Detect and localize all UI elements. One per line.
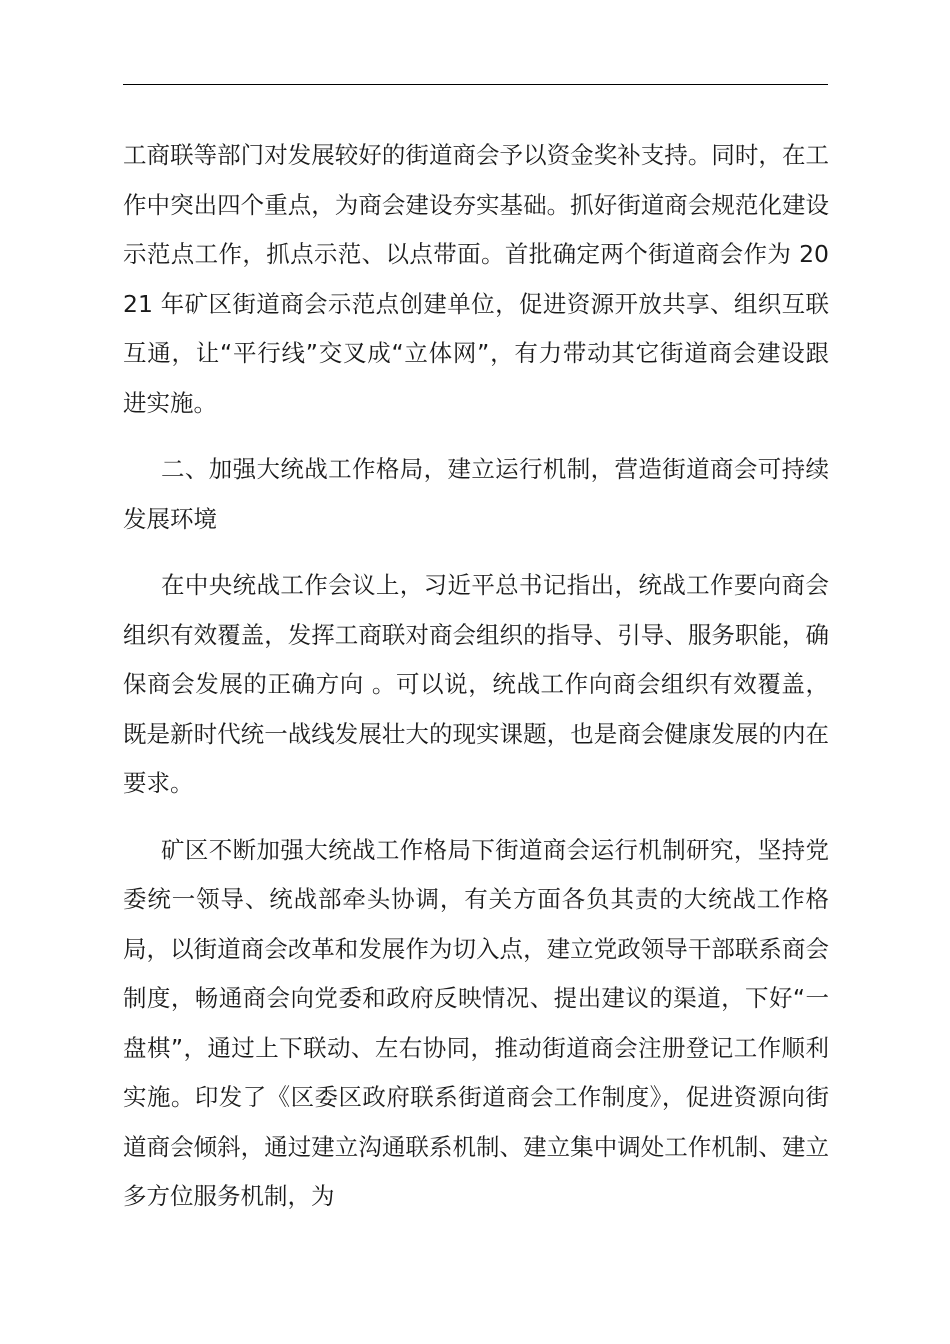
header-rule (123, 84, 828, 85)
paragraph-central-conference: 在中央统战工作会议上，习近平总书记指出，统战工作要向商会组织有效覆盖，发挥工商联对商会组织的指导、引导、服务职能，确保商会发展的正确方向 。可以说，统战工作向商会组织有效覆盖，既是新时代统一战线发展壮大的现实课题，也是商会健康发展的内在要求。 (123, 571, 829, 797)
section-heading-two: 二、加强大统战工作格局，建立运行机制，营造街道商会可持续发展环境 (123, 455, 829, 533)
paragraph-mechanism-research: 矿区不断加强大统战工作格局下街道商会运行机制研究，坚持党委统一领导、统战部牵头协调，有关方面各负其责的大统战工作格局，以街道商会改革和发展作为切入点，建立党政领导干部联系商会制度，畅通商会向党委和政府反映情况、提出建议的渠道，下好“一盘棋”，通过上下联动、左右协同，推动街道商会注册登记工作顺利实施。印发了《区委区政府联系街道商会工作制度》，促进资源向街道商会倾斜，通过建立沟通联系机制、建立集中调处工作机制、建立多方位服务机制，为 (123, 835, 829, 1210)
body-text (123, 131, 829, 1222)
paragraph-funding-support: 工商联等部门对发展较好的街道商会予以资金奖补支持。同时，在工作中突出四个重点，为商会建设夯实基础。抓好街道商会规范化建设示范点工作，抓点示范、以点带面。首批确定两个街道商会作为 2021 年矿区街道商会示范点创建单位，促进资源开放共享、组织互联互通，让“平行线”交叉成“立体网”，有力带动其它街道商会建设跟进实施。 (123, 141, 829, 417)
